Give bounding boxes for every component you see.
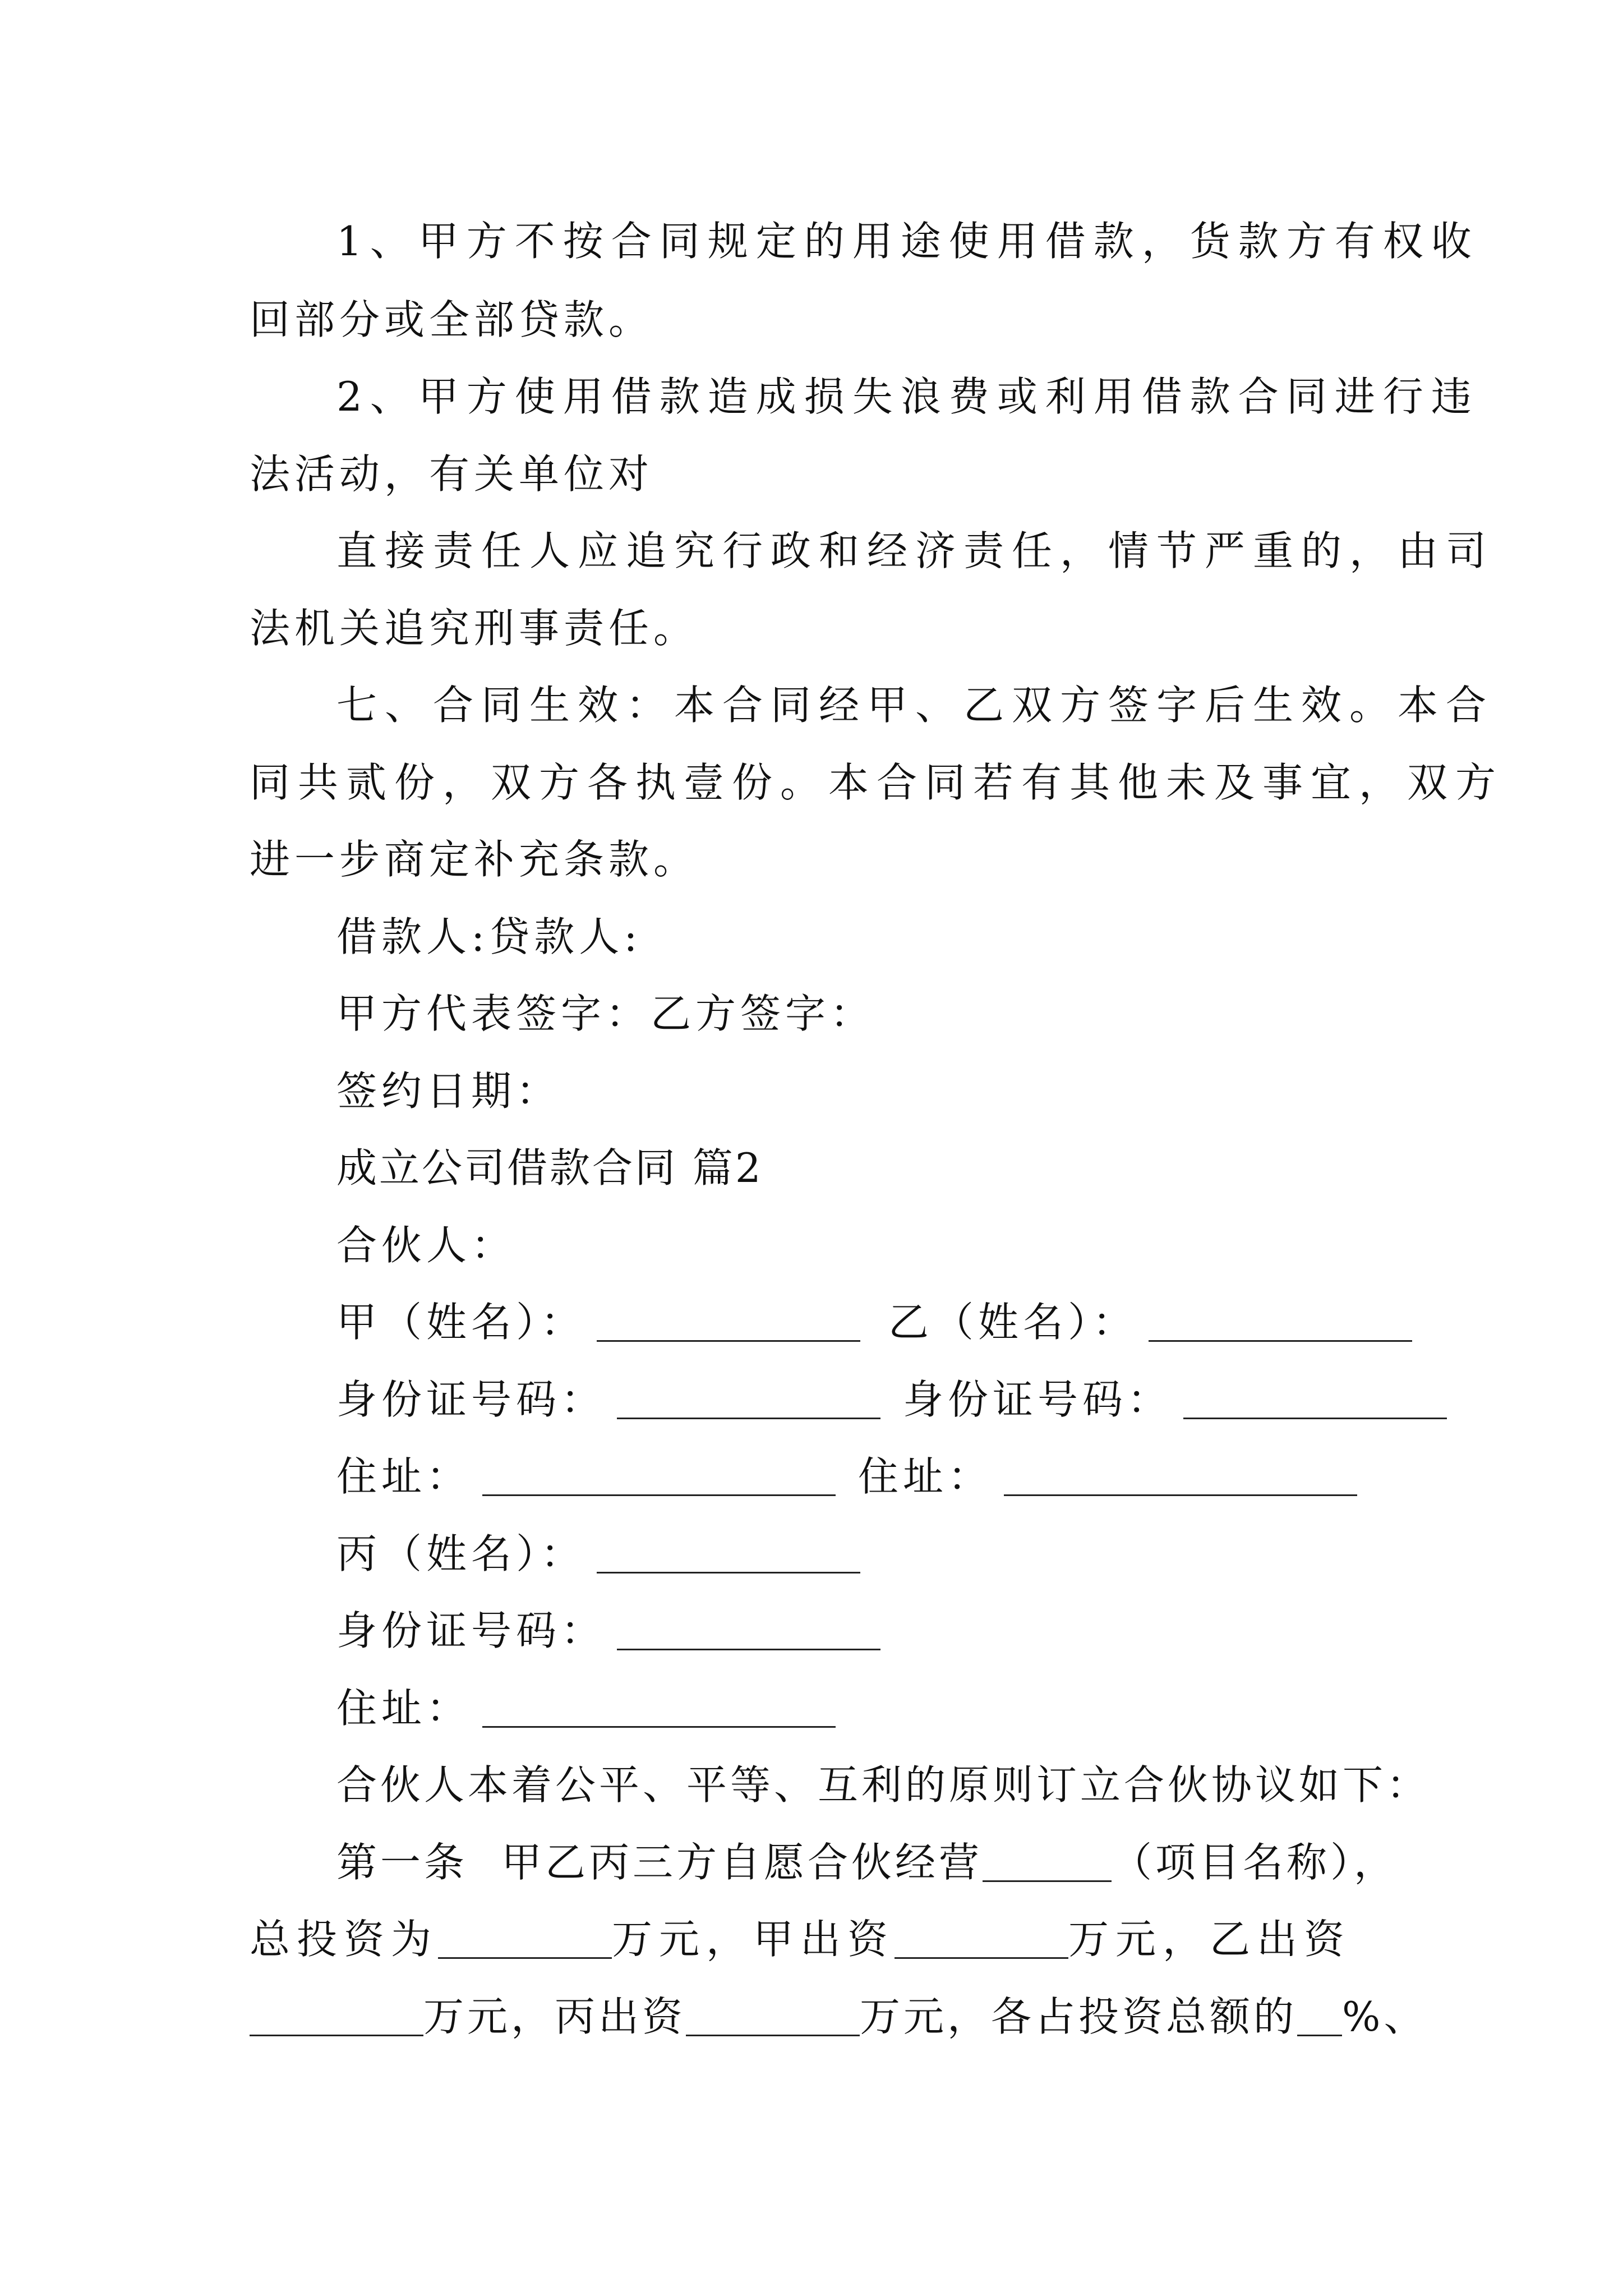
borrower-lender-line bbox=[336, 912, 642, 962]
party-ab-address-line bbox=[336, 1451, 1357, 1502]
clause-1-text-2: 回部分或全部贷款。 bbox=[250, 296, 654, 343]
section-7-line-3 bbox=[250, 834, 698, 885]
party-c-address-label: 住址： bbox=[336, 1685, 472, 1732]
borrower-lender-text: 借款人:贷款人: bbox=[336, 913, 642, 960]
section-7-line-1 bbox=[336, 680, 1494, 730]
article-1-text-2: （项目名称）， bbox=[1112, 1839, 1398, 1886]
party-c-id-label: 身份证号码： bbox=[336, 1607, 606, 1654]
sign-date-line bbox=[336, 1066, 561, 1116]
article-1-label: 第一条 bbox=[336, 1839, 468, 1886]
article-2-heading-text: 成立公司借款合同 篇2 bbox=[336, 1144, 763, 1191]
party-a-address-blank bbox=[482, 1461, 836, 1496]
clause-2-line-3 bbox=[336, 526, 1494, 576]
party-b-investment-blank bbox=[250, 2001, 423, 2036]
section-7-line-2 bbox=[250, 757, 1504, 808]
party-a-name-blank bbox=[597, 1306, 860, 1342]
party-a-name-label: 甲（姓名）： bbox=[336, 1299, 586, 1346]
section-7-text-2: 同共贰份，双方各执壹份。本合同若有其他未及事宜，双方 bbox=[250, 759, 1504, 806]
section-7-text-1: 七、合同生效：本合同经甲、乙双方签字后生效。本合 bbox=[336, 682, 1495, 729]
partners-label: 合伙人： bbox=[336, 1222, 517, 1269]
party-c-address-line bbox=[336, 1683, 836, 1733]
agreement-intro-text: 合伙人本着公平、平等、互利的原则订立合伙协议如下： bbox=[336, 1761, 1431, 1809]
clause-2-line-2 bbox=[250, 449, 653, 499]
party-b-address-blank bbox=[1004, 1461, 1357, 1496]
project-name-blank bbox=[983, 1847, 1112, 1882]
party-a-address-label: 住址： bbox=[336, 1453, 472, 1500]
total-investment-label: 总投资为 bbox=[250, 1916, 439, 1963]
article-1-line-2 bbox=[250, 1914, 1351, 1964]
signature-line bbox=[336, 988, 875, 1039]
clause-2-text-2: 法活动，有关单位对 bbox=[250, 450, 654, 498]
share-text: 万元，各占投资总额的 bbox=[860, 1993, 1298, 2040]
unit-text-3: 万元，丙出资 bbox=[423, 1993, 686, 2040]
party-c-id-blank bbox=[617, 1615, 880, 1650]
percent-sign: %、 bbox=[1342, 1993, 1428, 2040]
party-b-name-blank bbox=[1149, 1306, 1412, 1342]
partners-label-line bbox=[336, 1220, 516, 1271]
party-a-investment-blank bbox=[895, 1924, 1068, 1959]
clause-2-text-4: 法机关追究刑事责任。 bbox=[250, 605, 699, 652]
agreement-intro-line bbox=[336, 1760, 1430, 1810]
clause-1-line-1 bbox=[336, 216, 1479, 266]
unit-text-2: 万元，乙出资 bbox=[1068, 1916, 1352, 1963]
share-percent-blank bbox=[1297, 2001, 1342, 2036]
party-c-name-blank bbox=[597, 1538, 860, 1573]
party-a-id-blank bbox=[617, 1384, 880, 1419]
party-b-id-blank bbox=[1183, 1384, 1447, 1419]
clause-2-text-1: 2、甲方使用借款造成损失浪费或利用借款合同进行违 bbox=[336, 373, 1479, 420]
total-investment-blank bbox=[438, 1924, 612, 1959]
party-c-investment-blank bbox=[686, 2001, 860, 2036]
party-c-id-line bbox=[336, 1605, 880, 1656]
party-c-name-line bbox=[336, 1529, 860, 1579]
clause-2-text-3: 直接责任人应追究行政和经济责任，情节严重的，由司 bbox=[336, 527, 1495, 574]
signature-text: 甲方代表签字：乙方签字： bbox=[336, 990, 875, 1037]
party-b-name-label: 乙（姓名）： bbox=[888, 1299, 1138, 1346]
party-c-name-label: 丙（姓名）： bbox=[336, 1530, 586, 1577]
party-ab-id-line bbox=[336, 1374, 1447, 1425]
unit-text-1: 万元，甲出资 bbox=[612, 1916, 895, 1963]
article-1-line-1 bbox=[336, 1837, 1398, 1888]
article-1-line-3 bbox=[250, 1991, 1427, 2042]
article-2-heading bbox=[336, 1143, 763, 1193]
party-b-id-label: 身份证号码： bbox=[903, 1376, 1173, 1423]
clause-2-line-4 bbox=[250, 603, 698, 654]
clause-2-line-1 bbox=[336, 371, 1479, 422]
section-7-text-3: 进一步商定补充条款。 bbox=[250, 836, 699, 883]
clause-1-line-2 bbox=[250, 295, 653, 345]
party-a-id-label: 身份证号码： bbox=[336, 1376, 606, 1423]
sign-date-text: 签约日期： bbox=[336, 1068, 561, 1115]
article-1-text-1: 甲乙丙三方自愿合伙经营 bbox=[501, 1839, 983, 1886]
party-ab-name-line bbox=[336, 1297, 1412, 1347]
party-b-address-label: 住址： bbox=[858, 1453, 993, 1500]
party-c-address-blank bbox=[482, 1692, 836, 1728]
clause-1-text-1: 1、甲方不按合同规定的用途使用借款，货款方有权收 bbox=[336, 218, 1479, 265]
